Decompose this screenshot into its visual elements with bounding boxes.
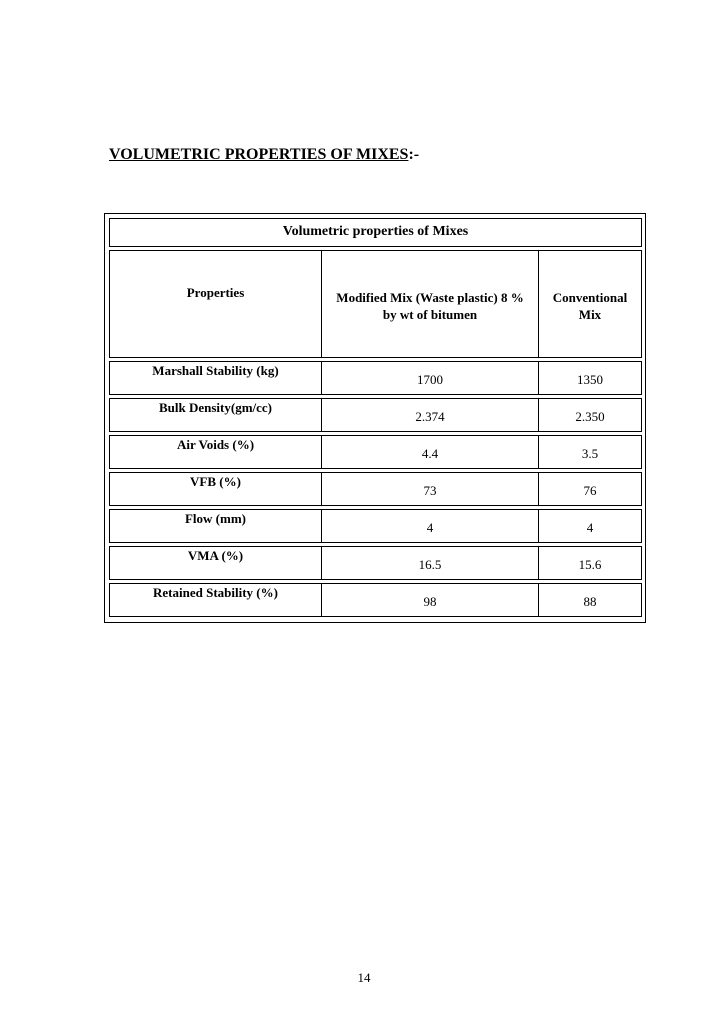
header-properties xyxy=(109,250,322,358)
row-modified-value: 16.5 xyxy=(321,546,539,580)
row-property: Bulk Density(gm/cc) xyxy=(109,398,322,432)
volumetric-properties-table xyxy=(104,213,646,623)
row-conventional-value: 2.350 xyxy=(538,398,642,432)
section-heading xyxy=(109,146,419,164)
row-property: VMA (%) xyxy=(109,546,322,580)
header-conventional-mix xyxy=(538,250,642,358)
row-modified-value: 1700 xyxy=(321,361,539,395)
row-modified-value: 73 xyxy=(321,472,539,506)
header-modified-mix-line2: by wt of bitumen xyxy=(382,307,478,322)
header-modified-mix xyxy=(321,250,539,358)
row-modified-value: 98 xyxy=(321,583,539,617)
row-conventional-value: 15.6 xyxy=(538,546,642,580)
row-property: Air Voids (%) xyxy=(109,435,322,469)
row-property: Marshall Stability (kg) xyxy=(109,361,322,395)
row-property: Retained Stability (%) xyxy=(109,583,322,617)
section-heading-text: VOLUMETRIC PROPERTIES OF MIXES xyxy=(109,146,409,163)
table-title: Volumetric properties of Mixes xyxy=(109,218,642,247)
row-modified-value: 4 xyxy=(321,509,539,543)
page-number: 14 xyxy=(357,970,371,985)
header-properties-label: Properties xyxy=(186,285,245,300)
row-conventional-value: 88 xyxy=(538,583,642,617)
row-conventional-value: 4 xyxy=(538,509,642,543)
row-property: VFB (%) xyxy=(109,472,322,506)
row-modified-value: 4.4 xyxy=(321,435,539,469)
row-conventional-value: 3.5 xyxy=(538,435,642,469)
header-conventional-mix-line2: Mix xyxy=(578,307,602,322)
section-heading-suffix: :- xyxy=(408,146,420,163)
row-modified-value: 2.374 xyxy=(321,398,539,432)
row-conventional-value: 76 xyxy=(538,472,642,506)
header-modified-mix-line1: Modified Mix (Waste plastic) 8 % xyxy=(336,290,524,305)
header-conventional-mix-line1: Conventional xyxy=(552,290,628,305)
row-property: Flow (mm) xyxy=(109,509,322,543)
row-conventional-value: 1350 xyxy=(538,361,642,395)
